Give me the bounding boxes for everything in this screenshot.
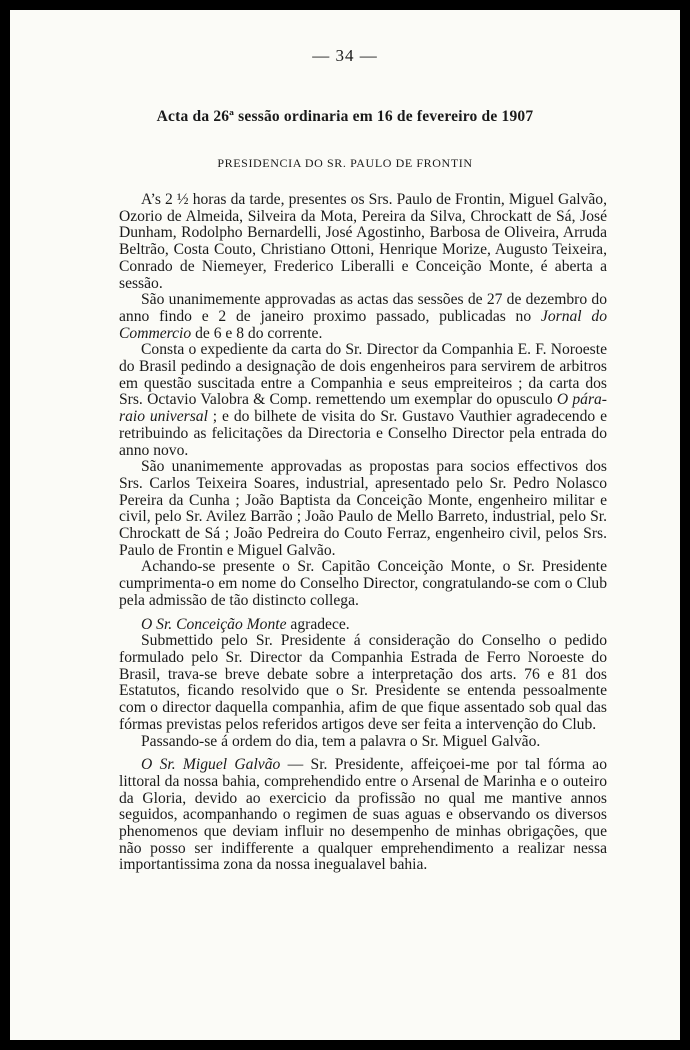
paragraph-thanks [119,617,607,634]
minutes-title: Acta da 26ª sessão ordinaria em 16 de fevereiro de 1907 [156,108,534,125]
paragraph-order-of-day: Passando-se á ordem do dia, tem a palavra o Sr. Miguel Galvão. [141,732,541,750]
paragraph-greeting: Achando-se presente o Sr. Capitão Conceição Monte, o Sr. Presidente cumprimenta-o em nome do Conselho Director, congratulando-se com o Club pela admissão de tão distincto collega. [119,558,607,609]
speech-text: — Sr. Presidente, affeiçoei-me por tal fórma ao littoral da nossa bahia, comprehendido entre o Arsenal de Marinha e o outeiro da Gloria, devido ao exercicio da profissão no qual me mantive annos seguidos, acompanhando o regimen de suas aguas e observando os diversos phenomenos que deviam influir no desempenho de minhas obrigações, que não posso ser indifferente a qualquer emprehendimento a realizar nessa importantissima zona da nossa inegualavel bahia. [119,756,607,874]
paragraph-approval [119,292,607,342]
booklet-title: O pára-raio universal [119,391,608,426]
journal-name: Jornal do Commercio [119,307,607,342]
correspondence-text-start: Consta o expediente da carta do Sr. Director da Companhia E. F. Noroeste do Brasil pedindo a designação de dois engenheiros para servirem de arbitros em questão suscitada entre a Companhia e seus empreiteiros ; da carta dos Srs. Octavio Valobra & Comp. remettendo um exemplar do opusculo [119,341,607,409]
paragraph-correspondence [119,342,607,459]
minutes-body [119,192,607,874]
thanks-text: agradece. [286,615,350,633]
paragraph-attendance: A’s 2 ½ horas da tarde, presentes os Srs. Paulo de Frontin, Miguel Galvão, Ozorio de Almeida, Silveira da Mota, Pereira da Silva, Chrockatt de Sá, José Dunham, Rodolpho Bernardelli, José Agostinho, Barbosa de Oliveira, Arruda Beltrão, Costa Couto, Christiano Ottoni, Henrique Morize, Augusto Teixeira, Conrado de Niemeyer, Frederico Liberalli e Conceição Monte, é aberta a sessão. [119,191,607,292]
approval-text-end: de 6 e 8 do corrente. [191,324,323,342]
paragraph-new-members: São unanimemente approvadas as propostas para socios effectivos dos Srs. Carlos Teixeira Soares, industrial, apresentado pelo Sr. Pedro Nolasco Pereira da Cunha ; João Baptista da Conceição Monte, engenheiro militar e civil, pelo Sr. Avilez Barrão ; João Paulo de Mello Barreto, industrial, pelo Sr. Chrockatt de Sá ; João Pedreira do Couto Ferraz, engenheiro civil, pelos Srs. Paulo de Frontin e Miguel Galvão. [119,458,607,559]
speaker-conceicao-monte: O Sr. Conceição Monte [141,615,287,633]
page-number: — 34 — [312,46,378,65]
speaker-miguel-galvao: O Sr. Miguel Galvão [141,756,281,774]
paragraph-speech [119,757,607,874]
correspondence-text-end: ; e do bilhete de visita do Sr. Gustavo Vauthier agradecendo e retribuindo as felicitações da Directoria e Conselho Director pela entrada do anno novo. [119,408,607,459]
approval-text-start: São unanimemente approvadas as actas das sessões de 27 de dezembro do anno findo e 2 de janeiro proximo passado, publicadas no [119,291,607,325]
paragraph-deliberation: Submettido pelo Sr. Presidente á consideração do Conselho o pedido formulado pelo Sr. Director da Companhia Estrada de Ferro Noroeste do Brasil, trava-se breve debate sobre a interpretação dos arts. 76 e 81 dos Estatutos, ficando resolvido que o Sr. Presidente se entenda pessoalmente com o director daquella companhia, afim de que fique assentado sob qual das fórmas previstas pelos referidos artigos deve ser feita a intervenção do Club. [119,632,607,733]
document-page [10,10,680,1040]
presidency-heading: PRESIDENCIA DO SR. PAULO DE FRONTIN [217,156,473,170]
